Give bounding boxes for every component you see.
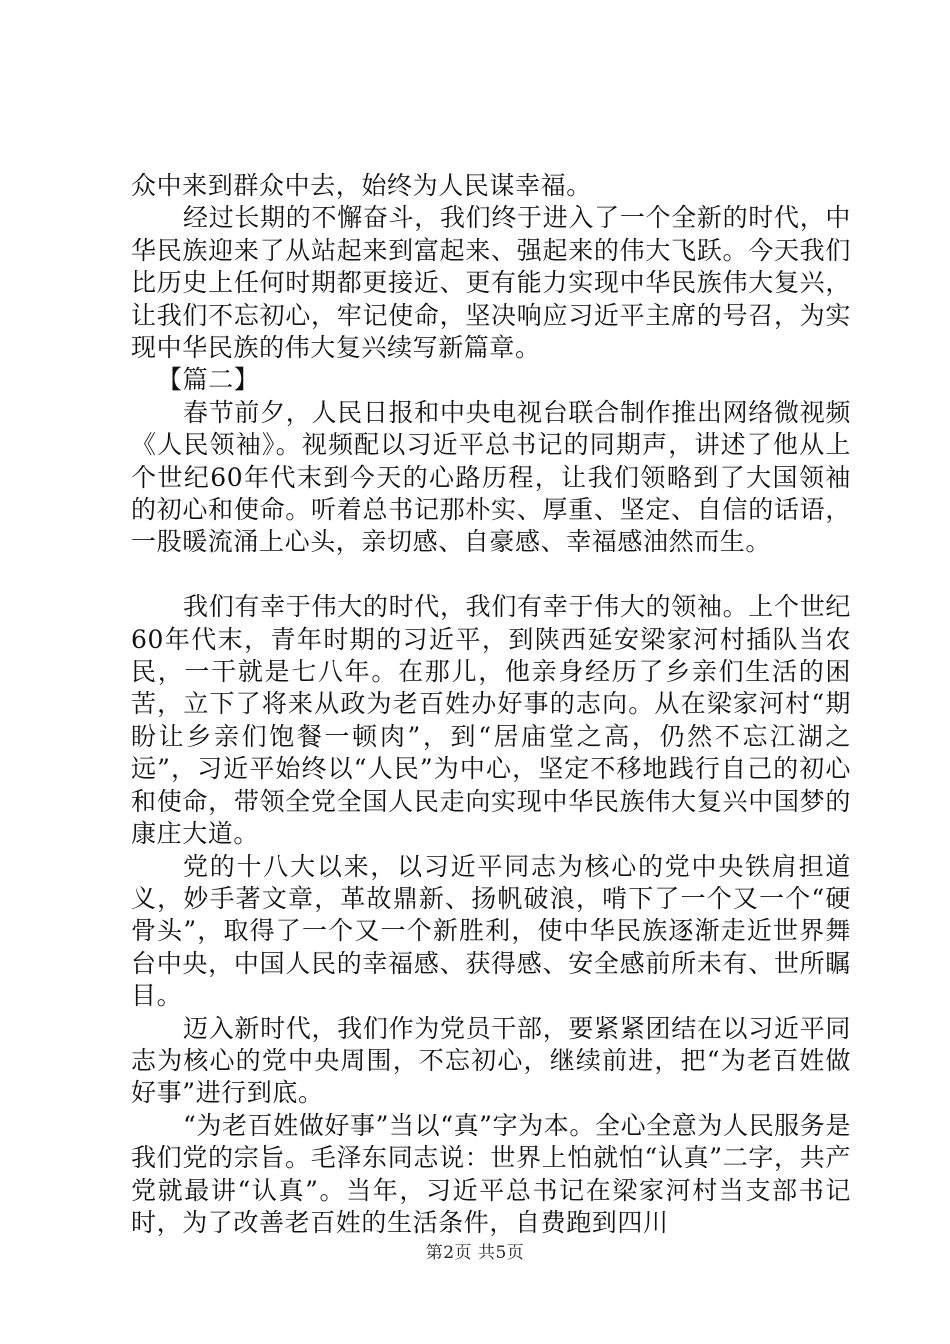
document-body (131, 170, 851, 1239)
paragraph: 党的十八大以来，以习近平同志为核心的党中央铁肩担道义，妙手著文章，革故鼎新、扬帆破浪，啃下了一个又一个“硬骨头”，取得了一个又一个新胜利，使中华民族逐渐走近世界舞台中央，中国人民的幸福感、获得感、安全感前所未有、世所瞩目。 (131, 851, 851, 1011)
paragraph: 春节前夕，人民日报和中央电视台联合制作推出网络微视频《人民领袖》。视频配以习近平总书记的同期声，讲述了他从上个世纪60年代末到今天的心路历程，让我们领略到了大国领袖的初心和使命。听着总书记那朴实、厚重、坚定、自信的话语，一股暖流涌上心头，亲切感、自豪感、幸福感油然而生。 (131, 397, 851, 557)
paragraph: “为老百姓做好事”当以“真”字为本。全心全意为人民服务是我们党的宗旨。毛泽东同志说：世界上怕就怕“认真”二字，共产党就最讲“认真”。当年，习近平总书记在梁家河村当支部书记时，为了改善老百姓的生活条件，自费跑到四川 (131, 1110, 851, 1237)
blank-line (131, 559, 851, 591)
paragraph: 迈入新时代，我们作为党员干部，要紧紧团结在以习近平同志为核心的党中央周围，不忘初心，继续前进，把“为老百姓做好事”进行到底。 (131, 1013, 851, 1108)
page-number-footer: 第2页 共5页 (425, 1243, 525, 1263)
section-heading: 【篇二】 (157, 365, 260, 395)
paragraph: 经过长期的不懈奋斗，我们终于进入了一个全新的时代，中华民族迎来了从站起来到富起来、强起来的伟大飞跃。今天我们比历史上任何时期都更接近、更有能力实现中华民族伟大复兴，让我们不忘初心，牢记使命，坚决响应习近平主席的号召，为实现中华民族的伟大复兴续写新篇章。 (131, 203, 851, 363)
paragraph: 我们有幸于伟大的时代，我们有幸于伟大的领袖。上个世纪60年代末，青年时期的习近平，到陕西延安梁家河村插队当农民，一干就是七八年。在那儿，他亲身经历了乡亲们生活的困苦，立下了将来从政为老百姓办好事的志向。从在梁家河村“期盼让乡亲们饱餐一顿肉”，到“居庙堂之高，仍然不忘江湖之远”，习近平始终以“人民”为中心，坚定不移地践行自己的初心和使命，带领全党全国人民走向实现中华民族伟大复兴中国梦的康庄大道。 (131, 592, 851, 849)
paragraph-continuation: 众中来到群众中去，始终为人民谋幸福。 (131, 171, 592, 200)
